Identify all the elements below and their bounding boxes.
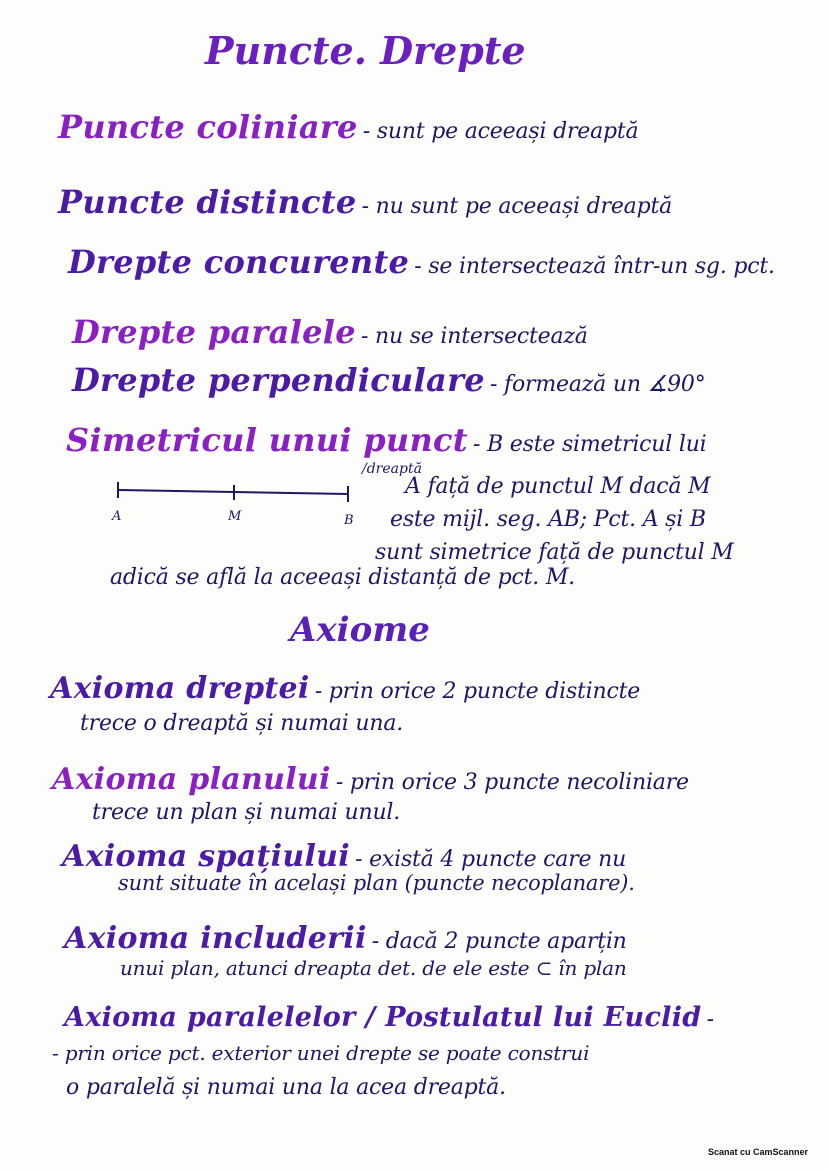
axiom-includerii-line-2: unui plan, atunci dreapta det. de ele este ⊂ în plan	[120, 956, 627, 980]
axiom-dreptei-line-2: trece o dreaptă și numai una.	[80, 711, 404, 736]
definition-simetric	[66, 423, 707, 458]
symmetric-line-5: adică se află la aceeași distanță de pct. M.	[110, 565, 575, 590]
definition-text: - sunt pe aceeași dreaptă	[362, 119, 639, 144]
axiom-dreptei	[50, 672, 640, 705]
axiom-spatiului-line-2: sunt situate în același plan (puncte necoplanare).	[118, 871, 635, 895]
label-m: M	[228, 509, 242, 524]
scanner-watermark: Scanat cu CamScanner	[707, 1147, 808, 1157]
label-b: B	[344, 513, 354, 528]
axiom-paralelelor-line-3: o paralelă și numai una la acea dreaptă.	[66, 1075, 506, 1100]
symmetric-line-2: A față de punctul M dacă M	[405, 474, 711, 499]
axiom-paralelelor-line-2: - prin orice pct. exterior unei drepte se poate construi	[52, 1041, 590, 1065]
axiom-text: - există 4 puncte care nu	[355, 847, 627, 872]
term: Axioma includerii	[64, 921, 367, 956]
axiom-includerii	[64, 922, 627, 955]
term: Axioma paralelelor / Postulatul lui Euclid	[64, 1002, 702, 1033]
term: Simetricul unui punct	[66, 421, 468, 459]
term: Drepte paralele	[72, 313, 356, 351]
axiom-planului-line-2: trece un plan și numai unul.	[92, 800, 401, 825]
segment-ab-drawing	[108, 478, 368, 528]
symmetric-line-4: sunt simetrice față de punctul M	[375, 540, 734, 565]
definition-coliniare	[58, 110, 638, 145]
definition-text: - B este simetricul lui	[473, 432, 707, 457]
symmetric-line-3: este mijl. seg. AB; Pct. A și B	[390, 507, 706, 532]
definition-paralele	[72, 315, 588, 350]
label-a: A	[112, 509, 122, 524]
term: Puncte distincte	[58, 183, 357, 221]
definition-concurente	[68, 245, 775, 280]
term: Axioma spațiului	[62, 839, 350, 874]
term: Puncte coliniare	[58, 108, 358, 146]
page-title: Puncte. Drepte	[205, 28, 526, 73]
axioms-title: Axiome	[290, 610, 430, 650]
term: Axioma planului	[52, 762, 331, 797]
definition-text: - nu sunt pe aceeași dreaptă	[361, 194, 673, 219]
axiom-spatiului	[62, 840, 626, 873]
axiom-text: - dacă 2 puncte aparțin	[371, 929, 627, 954]
term: Axioma dreptei	[50, 671, 310, 706]
axiom-paralelelor	[64, 1003, 714, 1033]
axiom-text: - prin orice 3 puncte necoliniare	[335, 770, 689, 795]
definition-text: - formează un ∡90°	[490, 372, 706, 397]
axiom-text: -	[706, 1007, 714, 1032]
term: Drepte perpendiculare	[72, 361, 485, 399]
axiom-text: - prin orice 2 puncte distincte	[314, 679, 641, 704]
definition-perpendiculare	[72, 363, 706, 398]
definition-text: - se intersectează într-un sg. pct.	[414, 254, 775, 279]
note-dreapta: /dreaptă	[362, 461, 422, 477]
term: Drepte concurente	[68, 243, 410, 281]
axiom-planului	[52, 763, 689, 796]
definition-text: - nu se intersectează	[360, 324, 588, 349]
definition-distincte	[58, 185, 672, 220]
